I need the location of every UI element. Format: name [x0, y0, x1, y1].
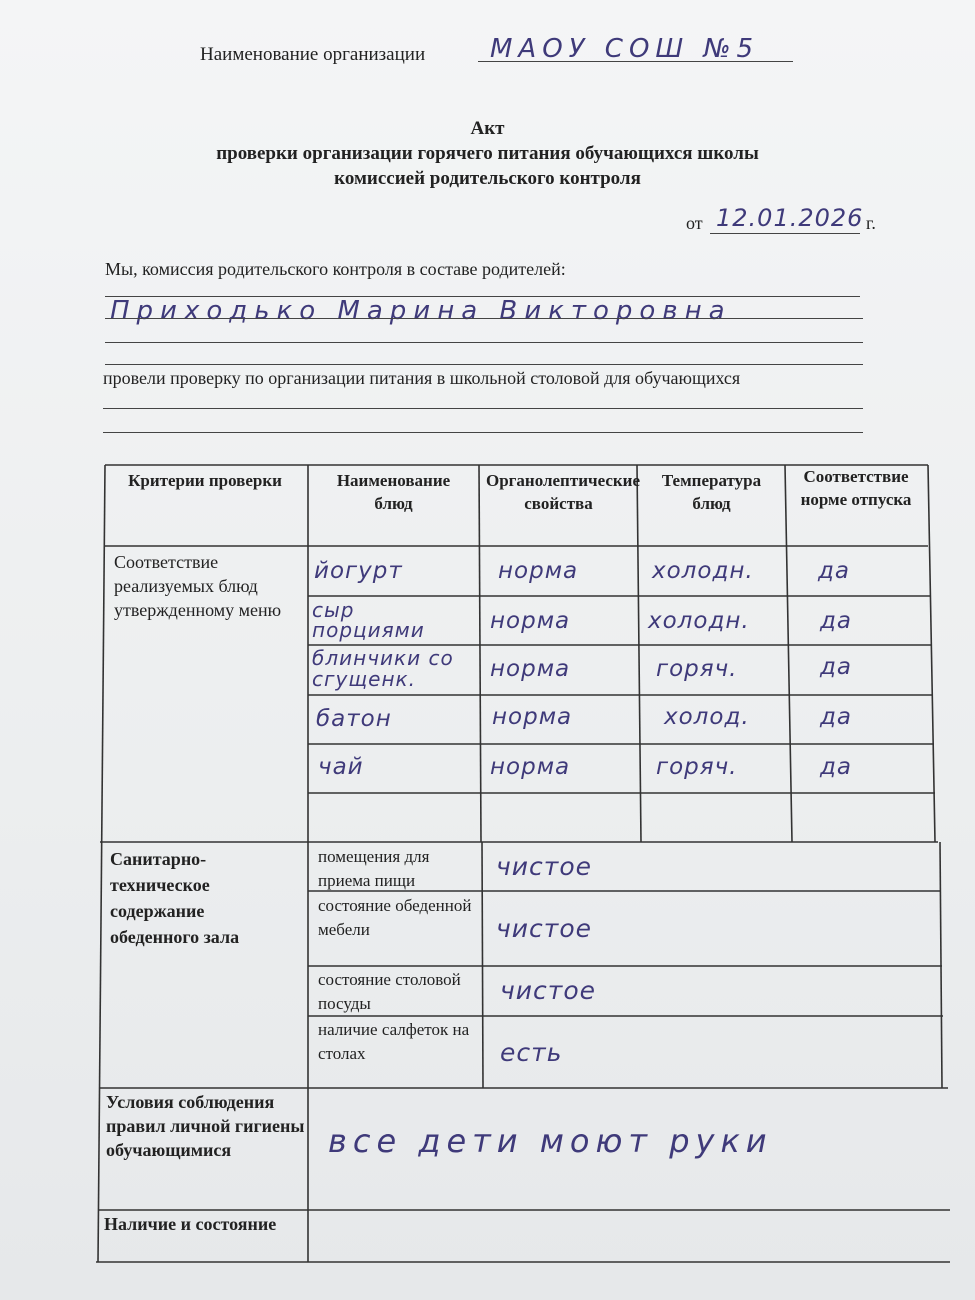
- org-underline: [478, 61, 793, 62]
- dish-props: норма: [490, 656, 571, 682]
- section-hygiene-value: все дети моют руки: [328, 1122, 773, 1160]
- dish-norm: да: [818, 558, 850, 584]
- header-temperature: Температура блюд: [661, 471, 762, 513]
- dish-norm: да: [820, 654, 852, 680]
- dish-name: блинчики со сгущенк.: [312, 646, 454, 691]
- org-value: МАОУ СОШ №5: [490, 34, 760, 64]
- dish-props: норма: [490, 754, 571, 780]
- dish-name: чай: [318, 754, 364, 780]
- date-suffix: г.: [866, 213, 876, 233]
- sanitary-item-1: помещения для приема пищи: [318, 847, 430, 890]
- dish-norm: да: [820, 608, 852, 634]
- dish-temp: холодн.: [652, 558, 754, 584]
- dish-props: норма: [498, 558, 579, 584]
- dish-props: норма: [492, 704, 573, 730]
- rule-5: [103, 408, 863, 409]
- dish-name: батон: [316, 706, 392, 732]
- section-hygiene-label: Условия соблюдения правил личной гигиены обучающимися: [106, 1092, 305, 1160]
- rule-2: [105, 318, 863, 319]
- sanitary-value-2: чистое: [496, 914, 593, 943]
- act-subtitle-2: комиссией родительского контроля: [334, 168, 641, 189]
- dish-temp: холод.: [664, 704, 750, 730]
- sanitary-value-4: есть: [500, 1038, 563, 1067]
- header-organoleptic: Органолептические свойства: [486, 471, 641, 513]
- dish-temp: горяч.: [656, 754, 738, 780]
- sanitary-item-2: состояние обеденной мебели: [318, 896, 472, 939]
- commission-member: Приходько Марина Викторовна: [110, 296, 732, 326]
- header-criteria: Критерии проверки: [128, 471, 282, 490]
- dish-temp: горяч.: [656, 656, 738, 682]
- act-subtitle: проверки организации горячего питания обучающихся школы: [216, 143, 759, 164]
- section-menu-label: Соответствие реализуемых блюд утвержденному меню: [114, 552, 282, 620]
- section-availability-label: Наличие и состояние: [104, 1214, 277, 1234]
- sanitary-value-1: чистое: [496, 852, 593, 881]
- date-prefix: от: [686, 213, 703, 233]
- header-norm: Соответствие норме отпуска: [800, 467, 912, 509]
- check-text: провели проверку по организации питания в школьной столовой для обучающихся: [103, 368, 741, 388]
- dish-props: норма: [490, 608, 571, 634]
- dish-norm: да: [820, 704, 852, 730]
- rule-4: [105, 364, 863, 365]
- commission-text: Мы, комиссия родительского контроля в составе родителей:: [105, 259, 566, 279]
- dish-norm: да: [820, 754, 852, 780]
- org-label: Наименование организации: [200, 44, 426, 65]
- sanitary-item-3: состояние столовой посуды: [318, 970, 461, 1013]
- rule-6: [103, 432, 863, 433]
- dish-temp: холодн.: [648, 608, 750, 634]
- header-dish-name: Наименование блюд: [336, 471, 451, 513]
- sanitary-item-4: наличие салфеток на столах: [318, 1020, 470, 1063]
- rule-3: [105, 342, 863, 343]
- date-underline: [710, 233, 860, 234]
- sanitary-value-3: чистое: [500, 976, 597, 1005]
- act-title: Акт: [470, 118, 505, 139]
- date-value: 12.01.2026: [716, 204, 864, 232]
- section-sanitary-label: Санитарно-техническое содержание обеденного зала: [110, 849, 240, 947]
- dish-name: сыр порциями: [312, 598, 425, 642]
- dish-name: йогурт: [314, 558, 403, 584]
